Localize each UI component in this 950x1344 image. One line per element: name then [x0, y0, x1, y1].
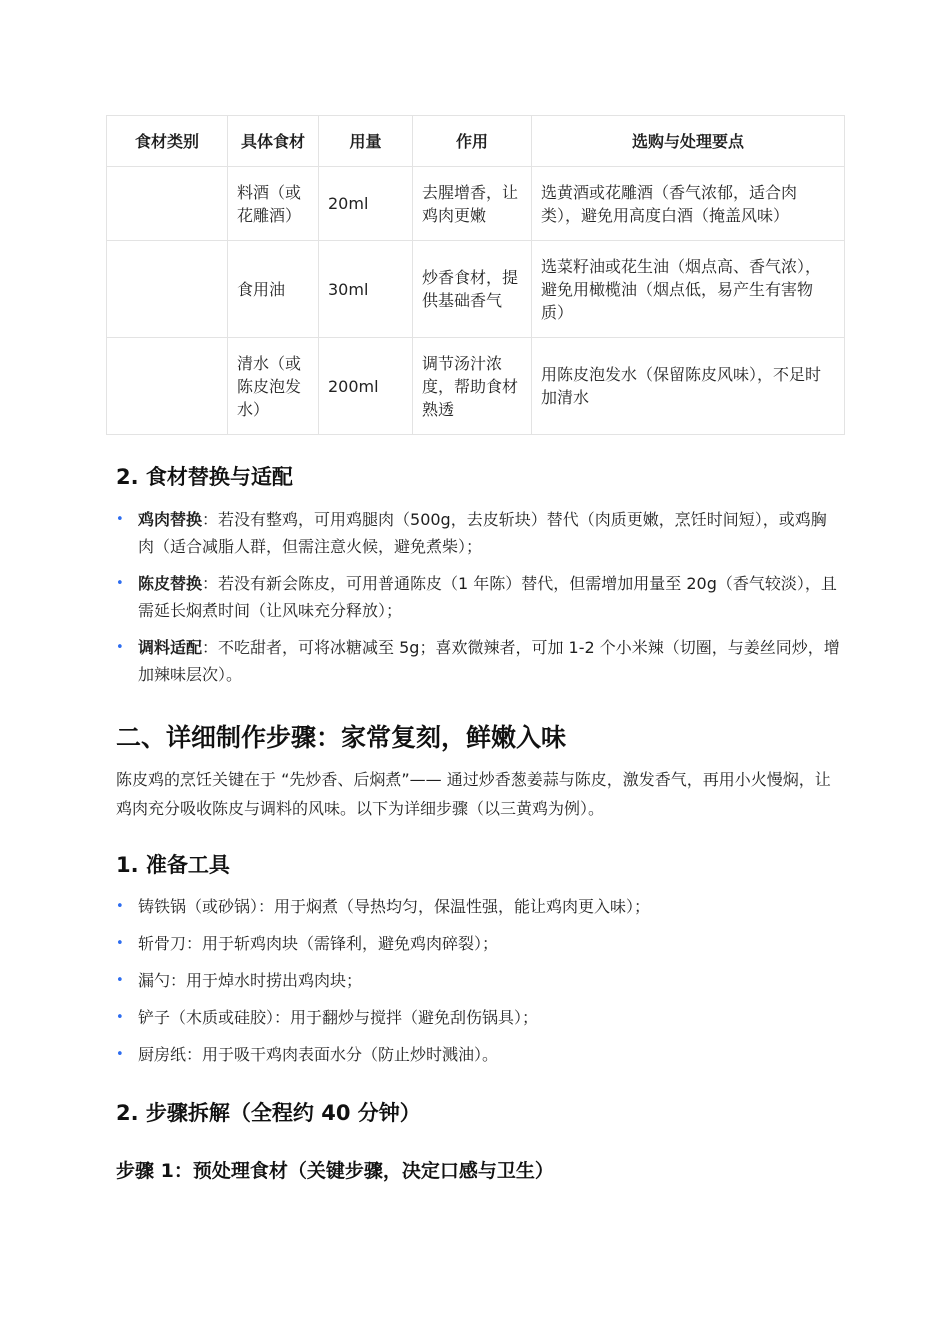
section-heading-breakdown: 2. 步骤拆解（全程约 40 分钟）	[116, 1101, 421, 1125]
table-header-cell: 作用	[413, 116, 532, 167]
list-item-text: ：不吃甜者，可将冰糖减至 5g；喜欢微辣者，可加 1-2 个小米辣（切圈，与姜丝同炒，增加辣味层次）。	[138, 638, 840, 684]
list-item-text: 铲子（木质或硅胶）：用于翻炒与搅拌（避免刮伤锅具）；	[138, 1008, 539, 1027]
list-item	[116, 1004, 842, 1031]
bullet-icon: •	[116, 512, 124, 527]
bullet-icon: •	[116, 899, 124, 914]
table-cell-item: 食用油	[228, 241, 319, 338]
table-header-cell: 用量	[319, 116, 413, 167]
bullet-icon: •	[116, 1047, 124, 1062]
bullet-icon: •	[116, 640, 124, 655]
list-item-label: 调料适配	[138, 638, 203, 657]
table-cell-item: 清水（或陈皮泡发水）	[228, 338, 319, 435]
table-cell-amount: 20ml	[319, 167, 413, 241]
table-cell-item: 料酒（或花雕酒）	[228, 167, 319, 241]
table-header-cell: 具体食材	[228, 116, 319, 167]
table-row	[107, 338, 845, 435]
list-item	[116, 634, 842, 688]
list-item	[116, 1041, 842, 1068]
table-header-cell: 食材类别	[107, 116, 228, 167]
table-cell-category	[107, 241, 228, 338]
bullet-icon: •	[116, 1010, 124, 1025]
list-item-text: 斩骨刀：用于斩鸡肉块（需锋利，避免鸡肉碎裂）；	[138, 934, 499, 953]
ingredients-table	[106, 115, 845, 435]
table-cell-role: 调节汤汁浓度，帮助食材熟透	[413, 338, 532, 435]
table-cell-tips: 选黄酒或花雕酒（香气浓郁，适合肉类），避免用高度白酒（掩盖风味）	[532, 167, 845, 241]
tools-list	[116, 893, 842, 1068]
table-header-row	[107, 116, 845, 167]
table-cell-tips: 选菜籽油或花生油（烟点高、香气浓），避免用橄榄油（烟点低，易产生有害物质）	[532, 241, 845, 338]
table-cell-category	[107, 338, 228, 435]
section-heading-steps: 二、详细制作步骤：家常复刻，鲜嫩入味	[116, 723, 567, 752]
table-cell-role: 炒香食材，提供基础香气	[413, 241, 532, 338]
bullet-icon: •	[116, 576, 124, 591]
table-cell-tips: 用陈皮泡发水（保留陈皮风味），不足时加清水	[532, 338, 845, 435]
bullet-icon: •	[116, 973, 124, 988]
table-row	[107, 241, 845, 338]
list-item	[116, 967, 842, 994]
table-cell-amount: 30ml	[319, 241, 413, 338]
list-item-text: ：若没有整鸡，可用鸡腿肉（500g，去皮斩块）替代（肉质更嫩，烹饪时间短），或鸡胸肉（适合减脂人群，但需注意火候，避免煮柴）；	[138, 510, 827, 556]
list-item	[116, 506, 842, 560]
bullet-icon: •	[116, 936, 124, 951]
list-item	[116, 893, 842, 920]
list-item-label: 鸡肉替换	[138, 510, 203, 529]
list-item-text: 铸铁锅（或砂锅）：用于焖煮（导热均匀，保温性强，能让鸡肉更入味）；	[138, 897, 651, 916]
section-heading-tools: 1. 准备工具	[116, 853, 230, 877]
step-heading: 步骤 1：预处理食材（关键步骤，决定口感与卫生）	[116, 1160, 554, 1182]
table-cell-role: 去腥增香，让鸡肉更嫩	[413, 167, 532, 241]
list-item	[116, 930, 842, 957]
table-cell-amount: 200ml	[319, 338, 413, 435]
intro-paragraph: 陈皮鸡的烹饪关键在于 “先炒香、后焖煮”—— 通过炒香葱姜蒜与陈皮，激发香气，再用小火慢焖，让鸡肉充分吸收陈皮与调料的风味。以下为详细步骤（以三黄鸡为例）。	[116, 770, 831, 818]
table-cell-category	[107, 167, 228, 241]
substitute-list	[116, 506, 842, 688]
list-item-text: 漏勺：用于焯水时捞出鸡肉块；	[138, 971, 363, 990]
table-header-cell: 选购与处理要点	[532, 116, 845, 167]
list-item-text: ：若没有新会陈皮，可用普通陈皮（1 年陈）替代，但需增加用量至 20g（香气较淡），且需延长焖煮时间（让风味充分释放）；	[138, 574, 837, 620]
list-item-text: 厨房纸：用于吸干鸡肉表面水分（防止炒时溅油）。	[138, 1045, 499, 1064]
list-item-label: 陈皮替换	[138, 574, 203, 593]
list-item	[116, 570, 842, 624]
table-row	[107, 167, 845, 241]
section-heading-substitute: 2. 食材替换与适配	[116, 465, 293, 489]
